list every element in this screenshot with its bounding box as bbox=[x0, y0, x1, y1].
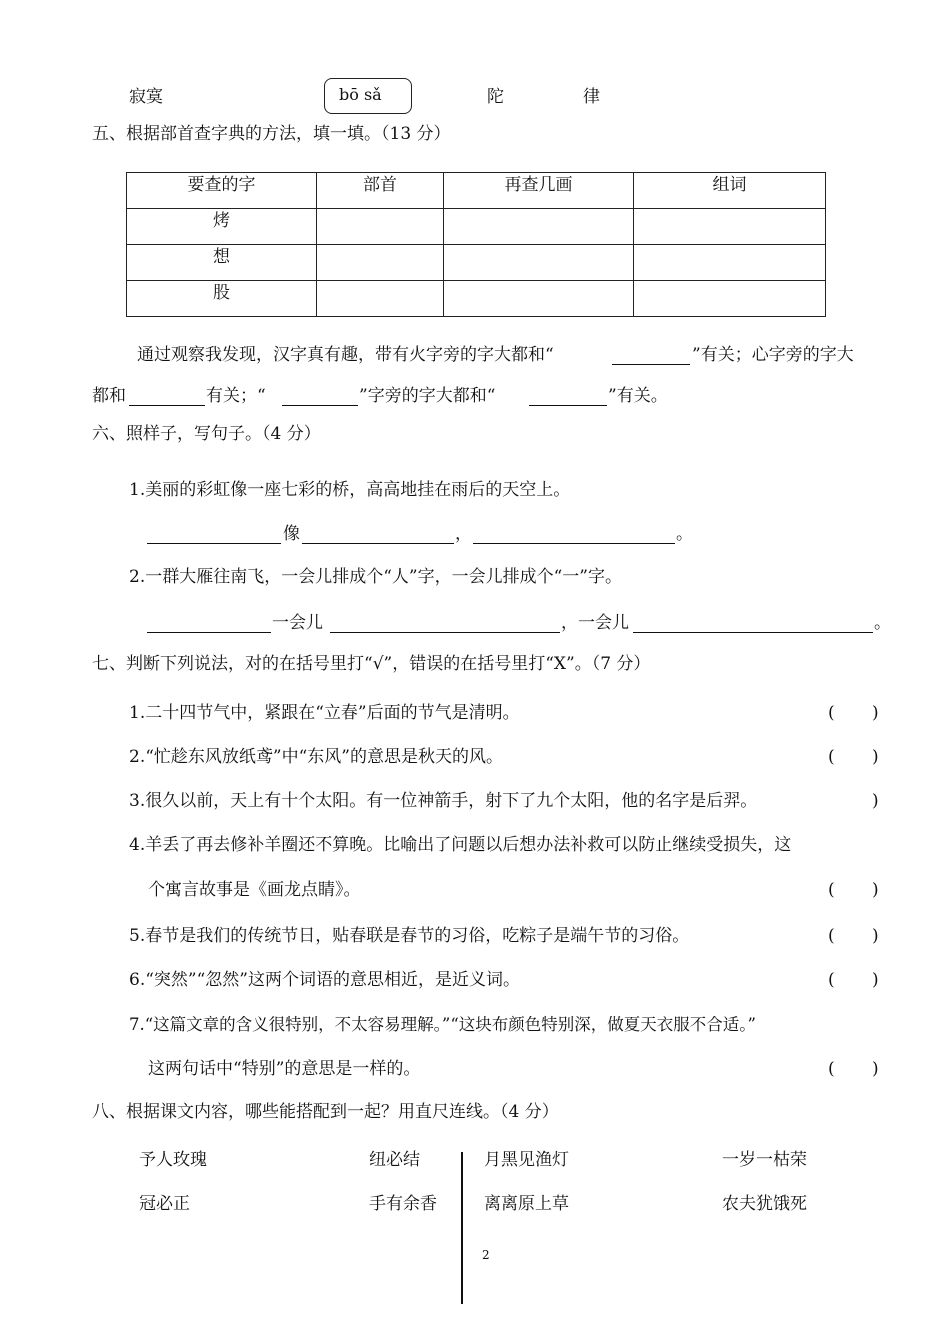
answer-slot-6[interactable] bbox=[838, 969, 870, 991]
section8-title: 八、根据课文内容，哪些能搭配到一起？用直尺连线。（4 分） bbox=[92, 1102, 559, 1122]
section7-title: 七、判断下列说法，对的在括号里打“√”，错误的在括号里打“X”。（7 分） bbox=[92, 654, 651, 674]
table-header-row bbox=[127, 173, 826, 209]
paren-open: ( bbox=[828, 970, 835, 990]
answer-slot-4[interactable] bbox=[838, 879, 870, 901]
match-left-col2-item[interactable]: 纽必结 bbox=[369, 1150, 420, 1170]
section5-para-line2-a: 都和 bbox=[92, 386, 126, 406]
paren-open: ( bbox=[828, 1059, 835, 1079]
match-right-col2-item[interactable]: 农夫犹饿死 bbox=[722, 1194, 807, 1214]
paren-close: ) bbox=[872, 703, 879, 723]
paren-close: ) bbox=[872, 1059, 879, 1079]
cell-strokes[interactable] bbox=[444, 281, 634, 317]
cell-char: 想 bbox=[127, 245, 317, 281]
table-row bbox=[127, 245, 826, 281]
judge-item-2: 2.“忙趁东风放纸鸢”中“东风”的意思是秋天的风。 bbox=[129, 747, 503, 767]
ex1-xiang: 像 bbox=[283, 524, 300, 544]
paren-open: ( bbox=[828, 747, 835, 767]
judge-item-4-line1: 4.羊丢了再去修补羊圈还不算晚。比喻出了问题以后想办法补救可以防止继续受损失，这 bbox=[129, 835, 792, 855]
judge-item-1: 1.二十四节气中，紧跟在“立春”后面的节气是清明。 bbox=[129, 703, 520, 723]
paren-close: ) bbox=[872, 926, 879, 946]
header-radical: 部首 bbox=[317, 173, 444, 209]
section6-example2: 2.一群大雁往南飞，一会儿排成个“人”字，一会儿排成个“一”字。 bbox=[129, 567, 622, 587]
cell-radical[interactable] bbox=[317, 209, 444, 245]
cell-strokes[interactable] bbox=[444, 245, 634, 281]
answer-slot-7[interactable] bbox=[838, 1058, 870, 1080]
section5-para-line1-b: ”有关；心字旁的字大 bbox=[692, 345, 854, 365]
paren-close: ) bbox=[872, 747, 879, 767]
blank-ex2-b[interactable] bbox=[330, 632, 560, 633]
judge-item-5: 5.春节是我们的传统节日，贴春联是春节的习俗，吃粽子是端午节的习俗。 bbox=[129, 926, 690, 946]
blank-radical-meaning[interactable] bbox=[529, 405, 607, 406]
section5-title: 五、根据部首查字典的方法，填一填。（13 分） bbox=[92, 124, 451, 144]
section5-para-line2-c: ”字旁的字大都和“ bbox=[359, 386, 496, 406]
paren-close: ) bbox=[872, 791, 879, 811]
cell-char: 烤 bbox=[127, 209, 317, 245]
judge-item-7-line2: 这两句话中“特别”的意思是一样的。 bbox=[148, 1059, 421, 1079]
match-right-col1-item[interactable]: 离离原上草 bbox=[484, 1194, 569, 1214]
pinyin-box bbox=[324, 78, 412, 114]
answer-slot-5[interactable] bbox=[838, 925, 870, 947]
paren-close: ) bbox=[872, 970, 879, 990]
cell-word[interactable] bbox=[634, 281, 826, 317]
cell-word[interactable] bbox=[634, 209, 826, 245]
dictionary-lookup-table bbox=[126, 172, 826, 317]
section5-para-line2-d: ”有关。 bbox=[608, 386, 668, 406]
char-tuo: 陀 bbox=[487, 87, 504, 107]
paren-open: ( bbox=[828, 926, 835, 946]
section5-para-line1-a: 通过观察我发现，汉字真有趣，带有火字旁的字大都和“ bbox=[137, 345, 554, 365]
judge-item-6: 6.“突然”“忽然”这两个词语的意思相近，是近义词。 bbox=[129, 970, 520, 990]
header-strokes: 再查几画 bbox=[444, 173, 634, 209]
word-jimo: 寂寞 bbox=[129, 87, 163, 107]
pinyin-text: bō sǎ bbox=[339, 85, 382, 104]
judge-item-3: 3.很久以前，天上有十个太阳。有一位神箭手，射下了九个太阳，他的名字是后羿。 bbox=[129, 791, 758, 811]
match-left-col1-item[interactable]: 予人玫瑰 bbox=[139, 1150, 207, 1170]
table-row bbox=[127, 209, 826, 245]
cell-radical[interactable] bbox=[317, 245, 444, 281]
blank-ex1-a[interactable] bbox=[147, 543, 281, 544]
header-char: 要查的字 bbox=[127, 173, 317, 209]
match-right-col2-item[interactable]: 一岁一枯荣 bbox=[722, 1150, 807, 1170]
ex1-comma: ， bbox=[455, 524, 472, 544]
judge-item-7-line1: 7.“这篇文章的含义很特别，不太容易理解。”“这块布颜色特别深，做夏天衣服不合适。” bbox=[129, 1015, 756, 1034]
section6-title: 六、照样子，写句子。（4 分） bbox=[92, 424, 321, 444]
paren-open: ( bbox=[828, 703, 835, 723]
answer-slot-1[interactable] bbox=[838, 702, 870, 724]
blank-ex1-c[interactable] bbox=[473, 543, 675, 544]
blank-radical-name[interactable] bbox=[282, 405, 358, 406]
match-left-col2-item[interactable]: 手有余香 bbox=[369, 1194, 437, 1214]
blank-fire-radical[interactable] bbox=[612, 364, 690, 365]
header-word: 组词 bbox=[634, 173, 826, 209]
table-row bbox=[127, 281, 826, 317]
judge-item-4-line2: 个寓言故事是《画龙点睛》。 bbox=[148, 880, 361, 900]
blank-ex1-b[interactable] bbox=[302, 543, 454, 544]
ex2-end: 。 bbox=[874, 613, 891, 633]
section6-example1: 1.美丽的彩虹像一座七彩的桥，高高地挂在雨后的天空上。 bbox=[129, 480, 571, 500]
match-left-col1-item[interactable]: 冠必正 bbox=[139, 1194, 190, 1214]
answer-slot-2[interactable] bbox=[838, 746, 870, 768]
paren-close: ) bbox=[872, 880, 879, 900]
ex2-yihuier-2: ，一会儿 bbox=[561, 613, 629, 633]
cell-char: 股 bbox=[127, 281, 317, 317]
column-divider bbox=[461, 1152, 463, 1304]
paren-open: ( bbox=[828, 880, 835, 900]
cell-word[interactable] bbox=[634, 245, 826, 281]
ex1-end: 。 bbox=[676, 524, 693, 544]
answer-slot-3[interactable] bbox=[838, 790, 870, 812]
blank-heart-radical[interactable] bbox=[129, 405, 205, 406]
blank-ex2-a[interactable] bbox=[147, 632, 271, 633]
match-right-col1-item[interactable]: 月黑见渔灯 bbox=[484, 1150, 569, 1170]
char-lv: 律 bbox=[583, 87, 600, 107]
page-number: 2 bbox=[482, 1248, 490, 1262]
cell-strokes[interactable] bbox=[444, 209, 634, 245]
ex2-yihuier-1: 一会儿 bbox=[272, 613, 323, 633]
section5-para-line2-b: 有关；“ bbox=[206, 386, 266, 406]
cell-radical[interactable] bbox=[317, 281, 444, 317]
blank-ex2-c[interactable] bbox=[633, 632, 873, 633]
